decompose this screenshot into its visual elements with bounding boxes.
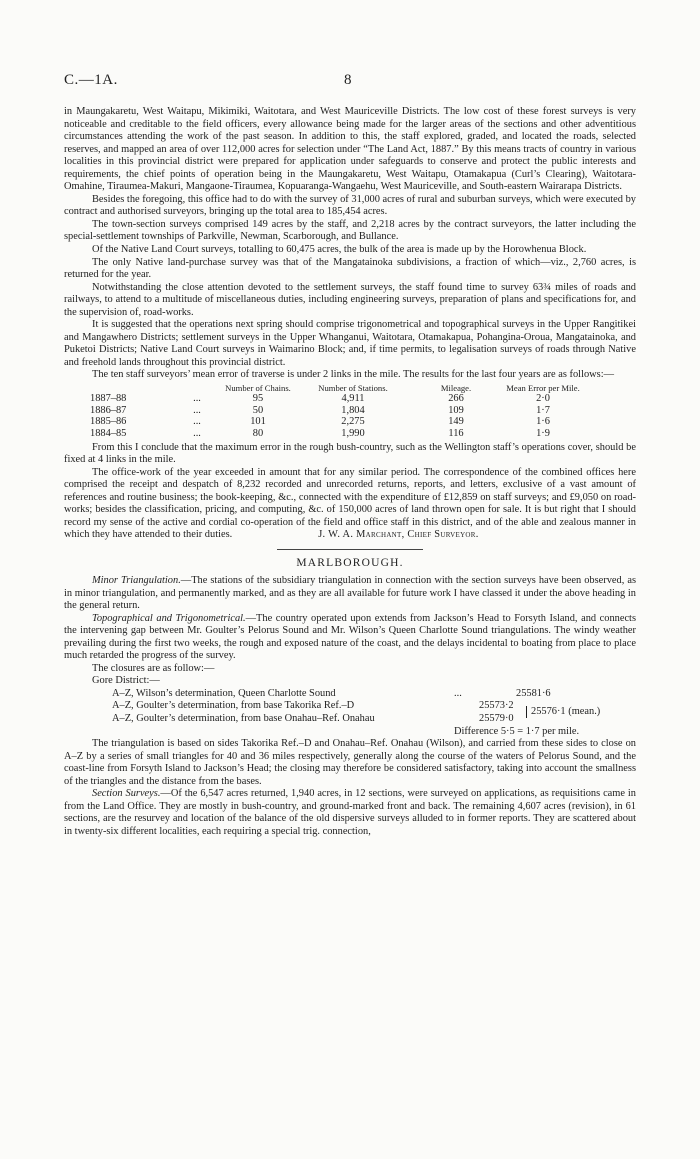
traverse-results-table — [64, 384, 586, 440]
cell-mean-error: 2·0 — [536, 393, 550, 405]
cell-stations: 4,911 — [341, 393, 365, 405]
closure-difference: Difference 5·5 = 1·7 per mile. — [454, 725, 580, 737]
cell-mileage: 266 — [448, 393, 464, 405]
closure-line — [64, 726, 636, 739]
cell-year: 1885–86 — [90, 416, 127, 428]
paragraph-triangulation-basis: The triangulation is based on sides Takorika Ref.–D and Onahau–Ref. Onahau (Wilson), and carried from these sides to close on A–Z by a series of small triangles for 40 and 36 miles respectively, generally along the course of the waters of Pelorus Sound, and the coast-line from Forsyth Island to Jackson’s Head; the closing may therefore be considered satisfactory, taking into account the smallness of the triangles and the distance from the bases. — [64, 738, 636, 787]
document-reference: C.—1A. — [64, 72, 118, 88]
closures-district: Gore District:— — [92, 675, 160, 687]
cell-mean-error: 1·9 — [536, 428, 550, 440]
closure-label: A–Z, Goulter’s determination, from base Onahau–Ref. Onahau — [112, 713, 375, 724]
closure-value: 25579·0 — [479, 713, 514, 724]
paragraph-forest-surveys: in Maungakaretu, West Waitapu, Mikimiki, Waitotara, and West Mauriceville Districts. The low cost of these forest surveys is very noticeable and creditable to the field officers, every allowance being made for the larger areas of the sections and other adventitious circumstances attending the work of the past season. In addition to this, the staff explored, graded, and located the roads, selected reserves, and mapped an area of over 112,000 acres for selection under “The Land Act, 1887.” By this means tracts of country in various localities in this provincial district were prepared for application under safeguards to conserve and protect the public interests and requirements, the chief points of operation being in the Maungakaretu, West Waitapu, Otamakapua (Curl’s Clearing), Waitotara-Omahine, Tiraumea-Makuri, Mangaone-Tiraumea, Kopuaranga-Wangaehu, West Mauriceville, and South-eastern Wairarapa Districts. — [64, 106, 636, 193]
closure-label: A–Z, Goulter’s determination, from base Takorika Ref.–D — [112, 700, 355, 712]
cell-year: 1886–87 — [90, 404, 127, 416]
closure-mean: 25576·1 (mean.) — [526, 706, 600, 718]
cell-dots: ... — [193, 393, 201, 405]
paragraph-town-surveys: The town-section surveys comprised 149 acres by the staff, and 2,218 acres by the contract surveyors, the latter including the special-settlement townships of Parkville, Newman, Scarborough, and Bullance. — [64, 218, 636, 243]
closure-value: 25573·2 — [479, 700, 514, 712]
closures-block — [64, 688, 636, 738]
cell-dots: ... — [193, 428, 201, 440]
page-number: 8 — [344, 72, 352, 88]
section-surveys-text: —Of the 6,547 acres returned, 1,940 acres, in 12 sections, were surveyed on applications, as requisitions came in from the Land Office. They are mostly in bush-country, and ground-marked front and back. The remaining 4,607 acres (revision), in 61 sections, are the resurvey and location of the balance of the old dispersive surveys alluded to in former reports. They are scattered about in twenty-six different localities, each requiring a special trig. connection, — [64, 788, 636, 837]
minor-triangulation-heading: Minor Triangulation. — [92, 574, 181, 586]
topographical-text: —The country operated upon extends from Jackson’s Head to Forsyth Island, and connects the intervening gap between Mr. Goulter’s Pelorus Sound and Mr. Wilson’s Queen Charlotte Sound triangulations. The windy weather prevailing during the first two weeks, the rough and exposed nature of the coast, and the delays incidental to boating from place to place much retarded the progress of the survey. — [64, 612, 636, 662]
table-header-row — [64, 384, 586, 393]
paragraph-land-purchase: The only Native land-purchase survey was that of the Mangatainoka subdivisions, a fraction of which—viz., 2,760 acres, is returned for the year. — [64, 256, 636, 281]
paragraph-next-spring: It is suggested that the operations next spring should comprise trigonometrical and topographical surveys in the Upper Rangitikei and Mangawhero Districts; settlement surveys in the Upper Whanganui, Waitotara, Otamakapua, Pohangina-Oroua, Mangatainoka, and Puketoi Districts; Native Land Court surveys in Waimarino Block; and, if time permits, to legalisation surveys of roads through Native and freehold lands throughout this provincial district. — [64, 319, 636, 368]
closures-intro: The closures are as follow:— — [92, 662, 215, 674]
section-title: MARLBOROUGH. — [296, 556, 404, 569]
section-surveys-heading: Section Surveys. — [92, 788, 161, 800]
closure-line — [64, 688, 636, 701]
cell-mean-error: 1·7 — [536, 404, 550, 416]
cell-mileage: 109 — [448, 404, 464, 416]
column-header-mileage: Mileage. — [440, 383, 472, 394]
page-body — [64, 106, 636, 838]
paragraph-section-surveys — [64, 788, 636, 838]
closure-dots: ... — [454, 687, 462, 699]
section-divider — [277, 549, 423, 550]
table-row — [64, 428, 586, 440]
office-work-text: The office-work of the year exceeded in amount that for any similar period. The correspondence of the combined offices here comprised the receipt and despatch of 8,232 recorded and unrecorded returns, reports, and letters, exclusive of a vast amount of references and routine business; the book-keeping, &c., connected with the expenditure of £12,859 on staff surveys; and £9,050 on road-works; besides the classification, pricing, and computing, &c. of 150,000 acres of land thrown open for sale. It is but right that I should record my sense of the active and cordial co-operation of the field and office staff in this district, and of the able and zealous manner in which they have attended to their duties. — [64, 466, 636, 541]
table-row — [64, 405, 586, 417]
cell-chains: 95 — [252, 393, 264, 405]
table-row — [64, 416, 586, 428]
minor-triangulation-text: —The stations of the subsidiary triangulation in connection with the section surveys have been observed, as in minor triangulation, and permanently marked, and as they are all available for future work I have classed it under the above heading in the general return. — [64, 574, 636, 612]
signature: J. W. A. Marchant, Chief Surveyor. — [318, 529, 479, 541]
paragraph-traverse-error: The ten staff surveyors’ mean error of traverse is under 2 links in the mile. The results for the last four years are as follows:— — [92, 369, 614, 381]
paragraph-native-land-court: Of the Native Land Court surveys, totalling to 60,475 acres, the bulk of the area is made up by the Horowhenua Block. — [92, 244, 587, 256]
closure-value: 25581·6 — [516, 687, 551, 699]
cell-mileage: 116 — [448, 428, 464, 440]
cell-year: 1887–88 — [90, 393, 127, 405]
cell-dots: ... — [193, 416, 201, 428]
cell-year: 1884–85 — [90, 428, 127, 440]
closure-line — [64, 700, 636, 718]
paragraph-minor-triangulation — [64, 575, 636, 613]
cell-chains: 80 — [252, 428, 264, 440]
cell-stations: 1,804 — [341, 404, 365, 416]
column-header-mean-error: Mean Error per Mile. — [506, 383, 580, 394]
paragraph-rural-surveys: Besides the foregoing, this office had to do with the survey of 31,000 acres of rural and suburban surveys, which were executed by contract and authorised surveyors, bringing up the total area to 185,454 acres. — [64, 193, 636, 218]
cell-chains: 50 — [252, 404, 264, 416]
topographical-heading: Topographical and Trigonometrical. — [92, 612, 246, 624]
cell-dots: ... — [193, 404, 201, 416]
paragraph-office-work — [64, 467, 636, 542]
closure-line — [64, 713, 636, 726]
cell-stations: 2,275 — [341, 416, 365, 428]
cell-stations: 1,990 — [341, 428, 365, 440]
paragraph-maximum-error: From this I conclude that the maximum error in the rough bush-country, such as the Wellington staff’s operations cover, should be fixed at 4 links in the mile. — [64, 441, 636, 466]
table-row — [64, 393, 586, 405]
closure-label: A–Z, Wilson’s determination, Queen Charlotte Sound — [112, 687, 336, 699]
cell-mileage: 149 — [448, 416, 464, 428]
cell-chains: 101 — [250, 416, 266, 428]
paragraph-topographical — [64, 613, 636, 663]
column-header-chains: Number of Chains. — [225, 383, 291, 394]
page-header — [64, 72, 636, 92]
cell-mean-error: 1·6 — [536, 416, 550, 428]
column-header-stations: Number of Stations. — [318, 383, 388, 394]
paragraph-roads-railways: Notwithstanding the close attention devoted to the settlement surveys, the staff found time to survey 63¾ miles of roads and railways, to attend to a multitude of miscellaneous duties, including engineering surveys, preparation of plans and specifications for, and the supervision of, road-works. — [64, 281, 636, 318]
